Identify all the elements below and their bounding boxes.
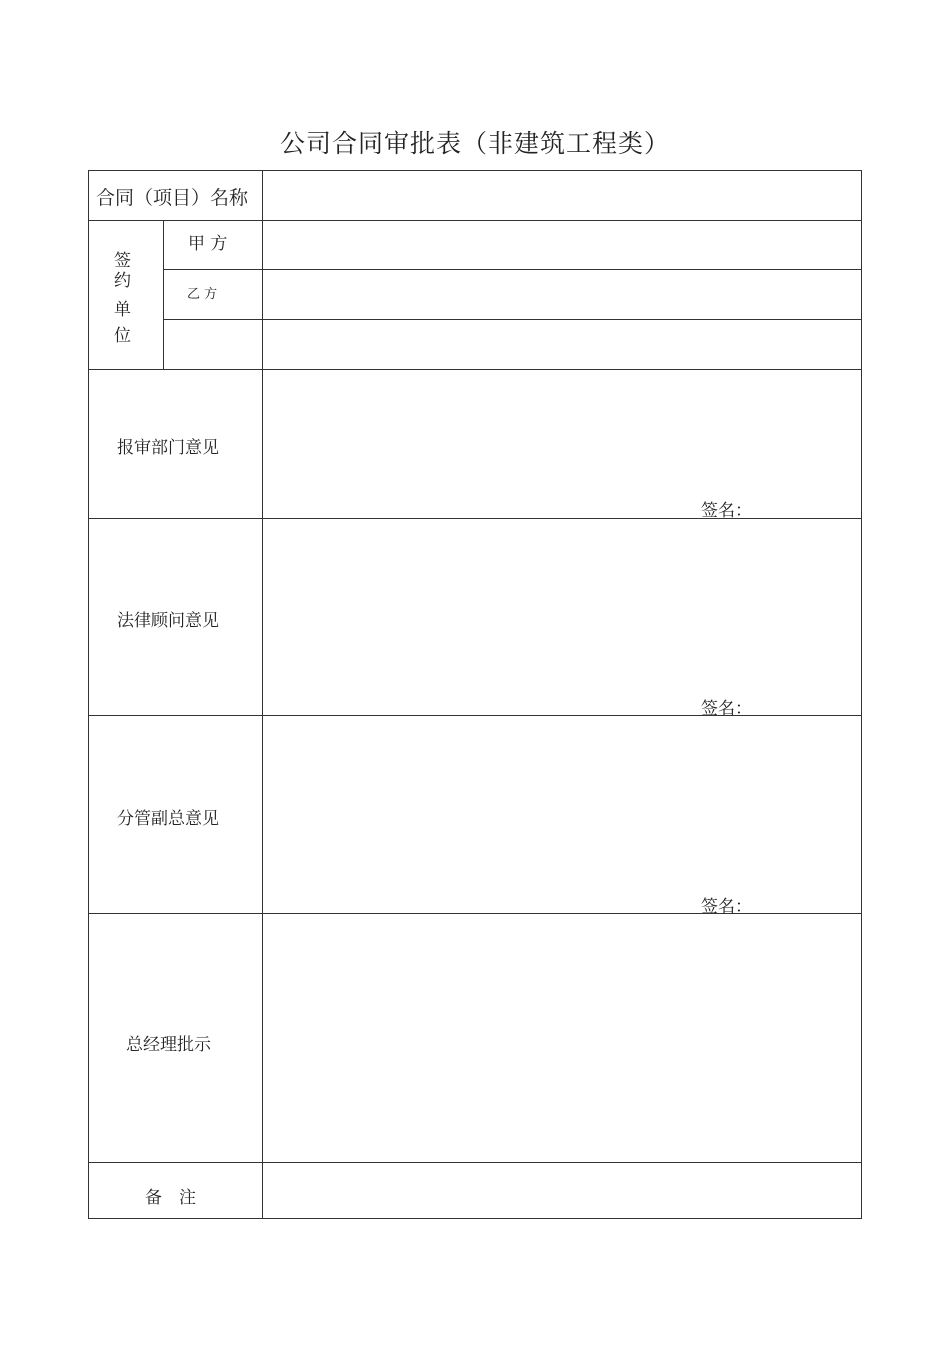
remarks-label: 备 注 bbox=[145, 1188, 196, 1208]
signing-unit-char: 单 bbox=[114, 300, 131, 320]
signing-unit-char: 位 bbox=[114, 326, 131, 346]
gm-approval-field[interactable] bbox=[264, 914, 860, 1161]
vp-opinion-field[interactable] bbox=[264, 716, 860, 912]
legal-opinion-label: 法律顾问意见 bbox=[117, 611, 219, 631]
remarks-field[interactable] bbox=[264, 1163, 860, 1218]
extra-party-label-cell[interactable] bbox=[165, 320, 261, 368]
signing-unit-char: 签 bbox=[114, 251, 131, 271]
approval-form-table bbox=[88, 170, 862, 1219]
form-title: 公司合同审批表（非建筑工程类） bbox=[279, 129, 670, 158]
column-divider bbox=[262, 171, 263, 1218]
dept-opinion-label: 报审部门意见 bbox=[117, 438, 219, 458]
column-divider bbox=[163, 220, 164, 369]
contract-name-label: 合同（项目）名称 bbox=[96, 187, 249, 209]
party-a-field[interactable] bbox=[264, 221, 860, 268]
party-b-label: 乙 方 bbox=[187, 287, 218, 302]
legal-opinion-field[interactable] bbox=[264, 519, 860, 714]
extra-party-field[interactable] bbox=[264, 320, 860, 368]
vp-opinion-label: 分管副总意见 bbox=[117, 809, 219, 829]
dept-opinion-signature: 签名： bbox=[701, 501, 752, 521]
gm-approval-label: 总经理批示 bbox=[126, 1035, 211, 1055]
party-b-field[interactable] bbox=[264, 270, 860, 318]
vp-opinion-signature: 签名： bbox=[701, 897, 752, 917]
contract-name-field[interactable] bbox=[264, 172, 860, 219]
legal-opinion-signature: 签名： bbox=[701, 699, 752, 719]
signing-unit-char: 约 bbox=[114, 271, 131, 291]
dept-opinion-field[interactable] bbox=[264, 370, 860, 517]
party-a-label: 甲 方 bbox=[188, 234, 228, 254]
